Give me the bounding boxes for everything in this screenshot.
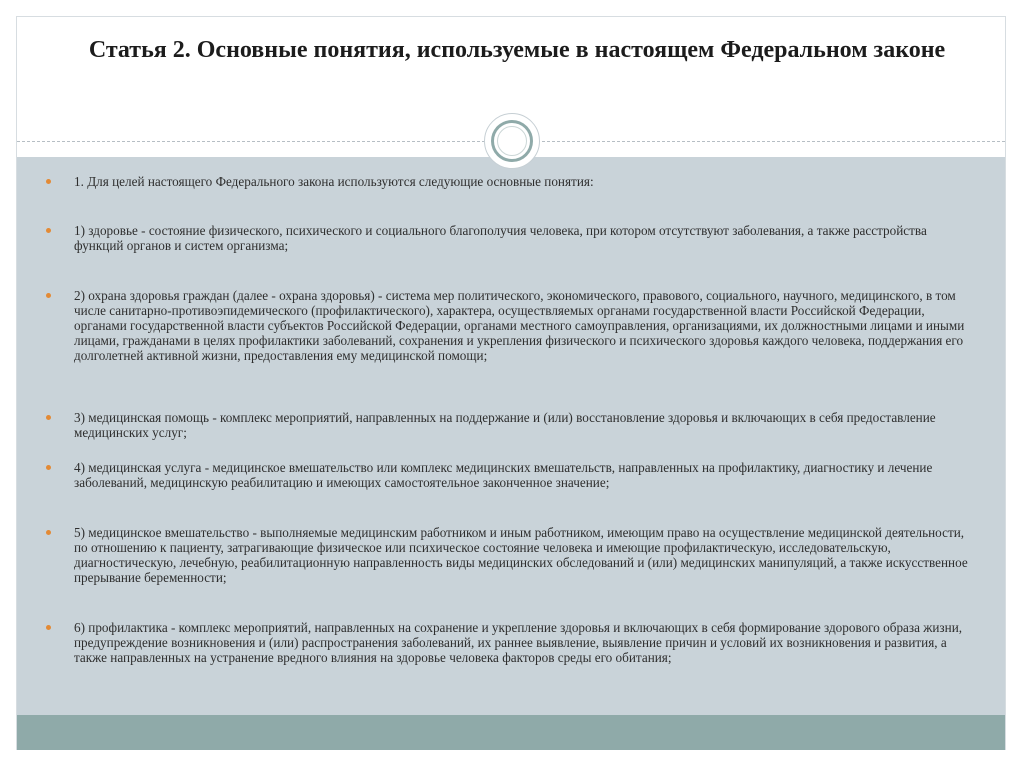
list-item xyxy=(44,620,974,665)
ornament-inner-ring xyxy=(497,126,527,156)
bullet-icon xyxy=(46,465,51,470)
list-item-text: 1) здоровье - состояние физического, психического и социального благополучия человека, при котором отсутствуют заболевания, а также расстройства функций органов и систем организма; xyxy=(74,223,927,253)
bullet-icon xyxy=(46,625,51,630)
list-item-text: 3) медицинская помощь - комплекс мероприятий, направленных на поддержание и (или) восстановление здоровья и включающих в себя предоставление медицинских услуг; xyxy=(74,410,936,440)
list-item xyxy=(44,288,974,363)
footer-bar xyxy=(17,715,1005,750)
bullet-icon xyxy=(46,530,51,535)
list-item xyxy=(44,174,974,189)
list-item xyxy=(44,460,974,490)
ornament-ring xyxy=(491,120,533,162)
list-item-text: 2) охрана здоровья граждан (далее - охрана здоровья) - система мер политического, экономического, правового, социального, научного, медицинского, в том числе санитарно-противоэпидемического (профилактического), характера, осуществляемых органами государственной власти Российской Федерации, органами государственной власти субъектов Российской Федерации, органами местного самоуправления, организациями, их должностными лицами и иными лицами, гражданами в целях профилактики заболеваний, сохранения и укрепления физического и психического здоровья каждого человека, поддержания его долголетней активной жизни, предоставления ему медицинской помощи; xyxy=(74,288,965,363)
list-item xyxy=(44,223,974,253)
list-item-text: 5) медицинское вмешательство - выполняемые медицинским работником и иным работником, имеющим право на осуществление медицинской деятельности, по отношению к пациенту, затрагивающие физическое или психическое состояние человека и имеющие профилактическую, исследовательскую, диагностическую, лечебную, реабилитационную направленность виды медицинских обследований и (или) медицинских манипуляций, а также искусственное прерывание беременности; xyxy=(74,525,968,585)
bullet-icon xyxy=(46,293,51,298)
bullet-icon xyxy=(46,179,51,184)
bullet-icon xyxy=(46,415,51,420)
list-item xyxy=(44,525,974,585)
slide-title: Статья 2. Основные понятия, используемые в настоящем Федеральном законе xyxy=(88,37,946,63)
list-item xyxy=(44,410,974,440)
list-item-text: 6) профилактика - комплекс мероприятий, направленных на сохранение и укрепление здоровья и включающих в себя формирование здорового образа жизни, предупреждение возникновения и (или) распространения заболеваний, их раннее выявление, выявление причин и условий их возникновения и развития, а также направленных на устранение вредного влияния на здоровье человека факторов среды его обитания; xyxy=(74,620,963,665)
bullet-icon xyxy=(46,228,51,233)
circle-ornament-icon xyxy=(484,113,540,169)
list-item-text: 4) медицинская услуга - медицинское вмешательство или комплекс медицинских вмешательств, направленных на профилактику, диагностику и лечение заболеваний, медицинскую реабилитацию и имеющих самостоятельное законченное значение; xyxy=(74,460,933,490)
list-item-text: 1. Для целей настоящего Федерального закона используются следующие основные понятия: xyxy=(74,174,594,189)
